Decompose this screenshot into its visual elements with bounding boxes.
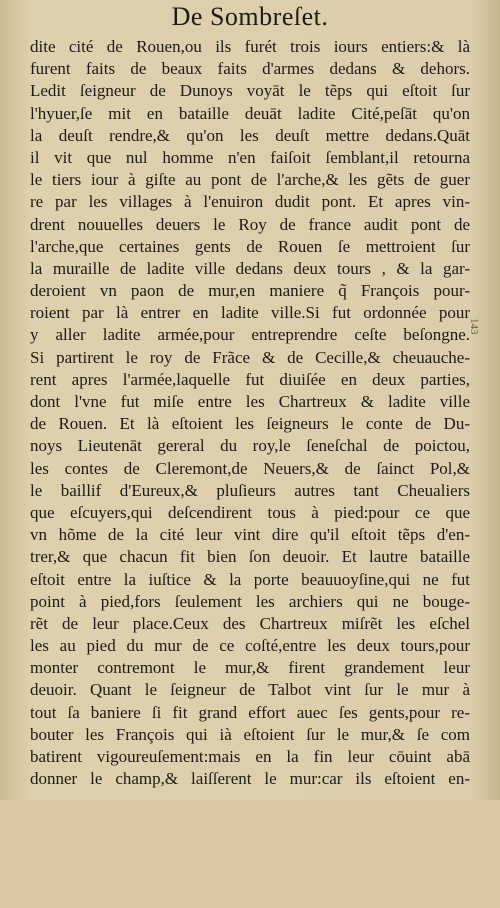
text-line: le tiers iour à giſte au pont de l'arche,& les gẽts de guer — [30, 170, 470, 190]
text-line: le baillif d'Eureux,& pluſieurs autres tant Cheualiers — [30, 480, 470, 500]
text-line: vn hõme de la cité leur vint dire qu'il eſtoit tẽps d'en- — [30, 525, 470, 545]
text-line: dont l'vne fut miſe entre les Chartreux & ladite ville — [30, 392, 470, 411]
text-line: eſtoit entre la iuſtice & la porte beauuoyſine,qui ne fut — [30, 569, 470, 589]
text-line: que eſcuyers,qui deſcendirent tous à pied:pour ce que — [30, 502, 470, 522]
text-line: noys Lieutenāt gereral du roy,le ſeneſchal de poictou, — [30, 436, 470, 456]
text-line: il vit que nul homme n'en faiſoit ſemblant,il retourna — [30, 147, 470, 167]
page-bottom-margin — [0, 800, 500, 908]
text-line: tout ſa baniere ſi fit grand effort auec ſes gents,pour re- — [30, 702, 470, 722]
body-text — [30, 36, 470, 790]
text-line: trer,& que chacun fit bien ſon deuoir. Et lautre bataille — [30, 547, 470, 567]
text-line: Si partirent le roy de Frãce & de Cecille,& cheuauche- — [30, 347, 470, 367]
text-line: monter contremont le mur,& firent grandement leur — [30, 658, 470, 678]
text-line: batirent vigoureuſement:mais en la fin leur cōuint abā — [30, 747, 470, 766]
text-line: la deuſt rendre,& qu'on les deuſt mettre dedans.Quāt — [30, 125, 470, 145]
text-line: les au pied du mur de ce coſté,entre les deux tours,pour — [30, 636, 470, 656]
text-line: rẽt de leur place.Ceux des Chartreux miſrẽt les eſchel — [30, 613, 470, 633]
text-line: Ledit ſeigneur de Dunoys voyāt le tẽps qui eſtoit ſur — [30, 81, 470, 101]
text-line: donner le champ,& laiſſerent le mur:car ils eſtoient en- — [30, 769, 470, 789]
text-line: la muraille de ladite ville dedans deux tours , & la gar- — [30, 258, 470, 278]
running-head: De Sombreſet. — [171, 2, 329, 31]
text-line: deroient vn paon de mur,en maniere q̃ François pour- — [30, 281, 470, 301]
text-line: roient par là entrer en ladite ville.Si fut ordonnée pour — [30, 303, 470, 323]
text-line: l'hyuer,ſe mit en bataille deuāt ladite Cité,peſāt qu'on — [30, 103, 470, 123]
text-line: y aller ladite armée,pour entreprendre ceſte beſongne. — [30, 325, 470, 345]
text-line: les contes de Cleremont,de Neuers,& de ſainct Pol,& — [30, 458, 470, 478]
text-line: furent faits de beaux faits d'armes dedans & dehors. — [30, 59, 470, 79]
text-line: dite cité de Rouen,ou ils furét trois iours entiers:& là — [30, 37, 470, 56]
text-line: bouter les François qui ià eſtoient ſur le mur,& ſe com — [30, 724, 470, 744]
text-line: de Rouen. Et là eſtoient les ſeigneurs le conte de Du- — [30, 414, 470, 434]
margin-page-number: 143 — [468, 318, 480, 335]
text-line: re par les villages à l'enuiron dudit pont. Et apres vin- — [30, 192, 470, 212]
text-line: rent apres l'armée,laquelle fut diuiſée en deux parties, — [30, 369, 470, 389]
text-line: l'arche,que certaines gents de Rouen ſe mettroient ſur — [30, 236, 470, 256]
text-line: point à pied,fors ſeulement les archiers qui ne bouge- — [30, 591, 470, 611]
text-line: deuoir. Quant le ſeigneur de Talbot vint ſur le mur à — [30, 680, 470, 700]
text-line: drent nouuelles deuers le Roy de france audit pont de — [30, 214, 470, 234]
